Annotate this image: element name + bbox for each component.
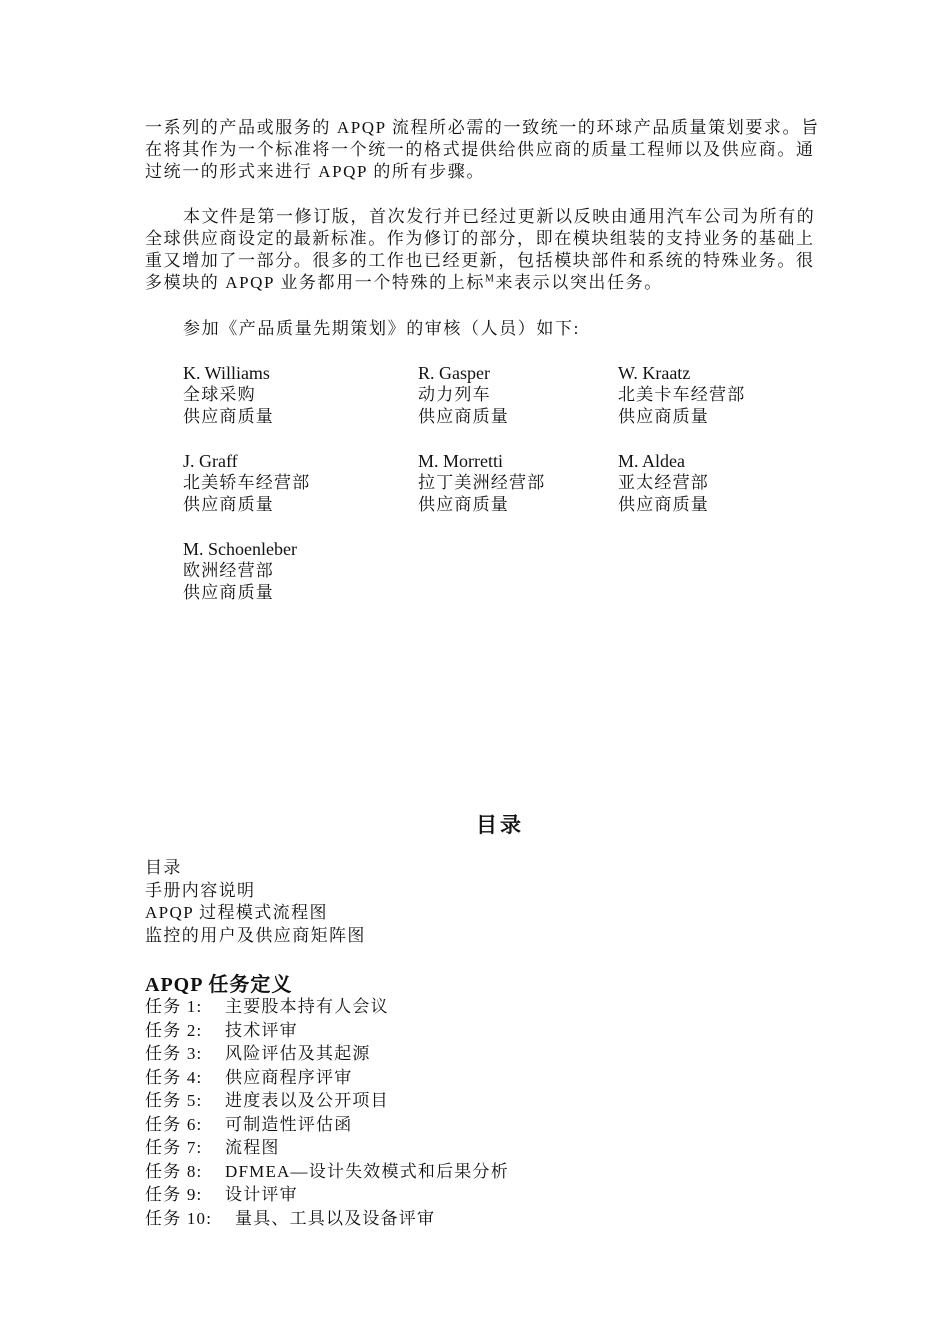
reviewer-name: M. Morretti [418, 451, 503, 471]
task-number: 任务 5: [145, 1091, 203, 1110]
task-item[interactable] [145, 1207, 509, 1231]
reviewer-name: R. Gasper [418, 363, 490, 383]
task-number: 任务 3: [145, 1044, 203, 1063]
intro-paragraph-2-text: 本文件是第一修订版，首次发行并已经过更新以反映由通用汽车公司为所有的全球供应商设定的最新标准。作为修订的部分，即在模块组装的支持业务的基础上重又增加了一部分。很多的工作也已经更新，包括模块部件和系统的特殊业务。很多模块的 APQP 业务都用一个特殊的上标 [145, 207, 816, 292]
reviewer-role: 供应商质量 [183, 583, 274, 602]
reviewer-role: 供应商质量 [418, 407, 509, 426]
reviewer-dept: 亚太经营部 [618, 473, 709, 492]
toc-item[interactable]: 监控的用户及供应商矩阵图 [145, 925, 366, 945]
tasks-heading: APQP 任务定义 [145, 974, 293, 996]
task-item[interactable] [145, 1042, 509, 1066]
reviewer-role: 供应商质量 [618, 407, 709, 426]
task-item[interactable] [145, 1136, 509, 1160]
reviewer-name: M. Schoenleber [183, 539, 297, 559]
reviewer-block [183, 450, 310, 516]
toc-item[interactable]: 目录 [145, 858, 182, 877]
review-intro: 参加《产品质量先期策划》的审核（人员）如下: [183, 319, 580, 338]
task-number: 任务 9: [145, 1185, 203, 1204]
task-title: 进度表以及公开项目 [225, 1091, 389, 1110]
reviewer-block [418, 450, 545, 516]
toc-item[interactable]: 手册内容说明 [145, 880, 256, 900]
task-item[interactable] [145, 1019, 509, 1043]
task-number: 任务 10: [145, 1208, 213, 1228]
task-item[interactable] [145, 1113, 509, 1137]
intro-paragraph-2-end: 来表示以突出任务。 [495, 273, 663, 292]
task-number: 任务 1: [145, 997, 203, 1016]
task-number: 任务 6: [145, 1114, 203, 1134]
reviewer-block [183, 538, 297, 604]
task-number: 任务 2: [145, 1020, 203, 1040]
task-title: DFMEA—设计失效模式和后果分析 [225, 1161, 509, 1181]
superscript-marker: M [484, 273, 496, 285]
toc-item[interactable]: APQP 过程模式流程图 [145, 903, 328, 922]
reviewer-role: 供应商质量 [183, 407, 274, 426]
task-title: 供应商程序评审 [225, 1067, 353, 1087]
task-title: 流程图 [225, 1138, 280, 1157]
task-item[interactable] [145, 995, 509, 1019]
reviewer-dept: 全球采购 [183, 385, 256, 404]
task-number: 任务 7: [145, 1138, 203, 1157]
task-item[interactable] [145, 1160, 509, 1184]
reviewer-block [618, 450, 709, 516]
reviewer-name: K. Williams [183, 363, 270, 383]
reviewer-dept: 拉丁美洲经营部 [418, 473, 546, 492]
intro-paragraph-1: 一系列的产品或服务的 APQP 流程所必需的一致统一的环球产品质量策划要求。旨在将其作为一个标准将一个统一的格式提供给供应商的质量工程师以及供应商。通过统一的形式来进行 APQP 的所有步骤。 [145, 118, 820, 181]
reviewer-name: J. Graff [183, 451, 238, 471]
reviewer-role: 供应商质量 [183, 495, 274, 514]
reviewer-name: M. Aldea [618, 451, 685, 471]
reviewer-block [418, 362, 509, 428]
reviewer-role: 供应商质量 [618, 495, 709, 514]
toc-title: 目录 [476, 813, 524, 837]
reviewer-block [618, 362, 745, 428]
reviewer-dept: 北美轿车经营部 [183, 473, 311, 492]
reviewer-block [183, 362, 274, 428]
toc-list [145, 857, 366, 947]
task-title: 技术评审 [225, 1020, 298, 1040]
task-list [145, 995, 509, 1230]
task-title: 设计评审 [225, 1185, 298, 1204]
task-item[interactable] [145, 1183, 509, 1207]
task-number: 任务 8: [145, 1161, 203, 1181]
reviewer-name: W. Kraatz [618, 363, 691, 383]
task-number: 任务 4: [145, 1067, 203, 1087]
task-title: 风险评估及其起源 [225, 1044, 371, 1063]
task-title: 可制造性评估函 [225, 1114, 353, 1134]
task-item[interactable] [145, 1089, 509, 1113]
reviewer-dept: 欧洲经营部 [183, 561, 274, 580]
task-item[interactable] [145, 1066, 509, 1090]
intro-paragraph-2 [145, 206, 825, 294]
reviewer-dept: 动力列车 [418, 385, 491, 404]
reviewer-role: 供应商质量 [418, 495, 509, 514]
task-title: 主要股本持有人会议 [225, 997, 389, 1016]
task-title: 量具、工具以及设备评审 [235, 1208, 436, 1228]
reviewer-dept: 北美卡车经营部 [618, 385, 746, 404]
